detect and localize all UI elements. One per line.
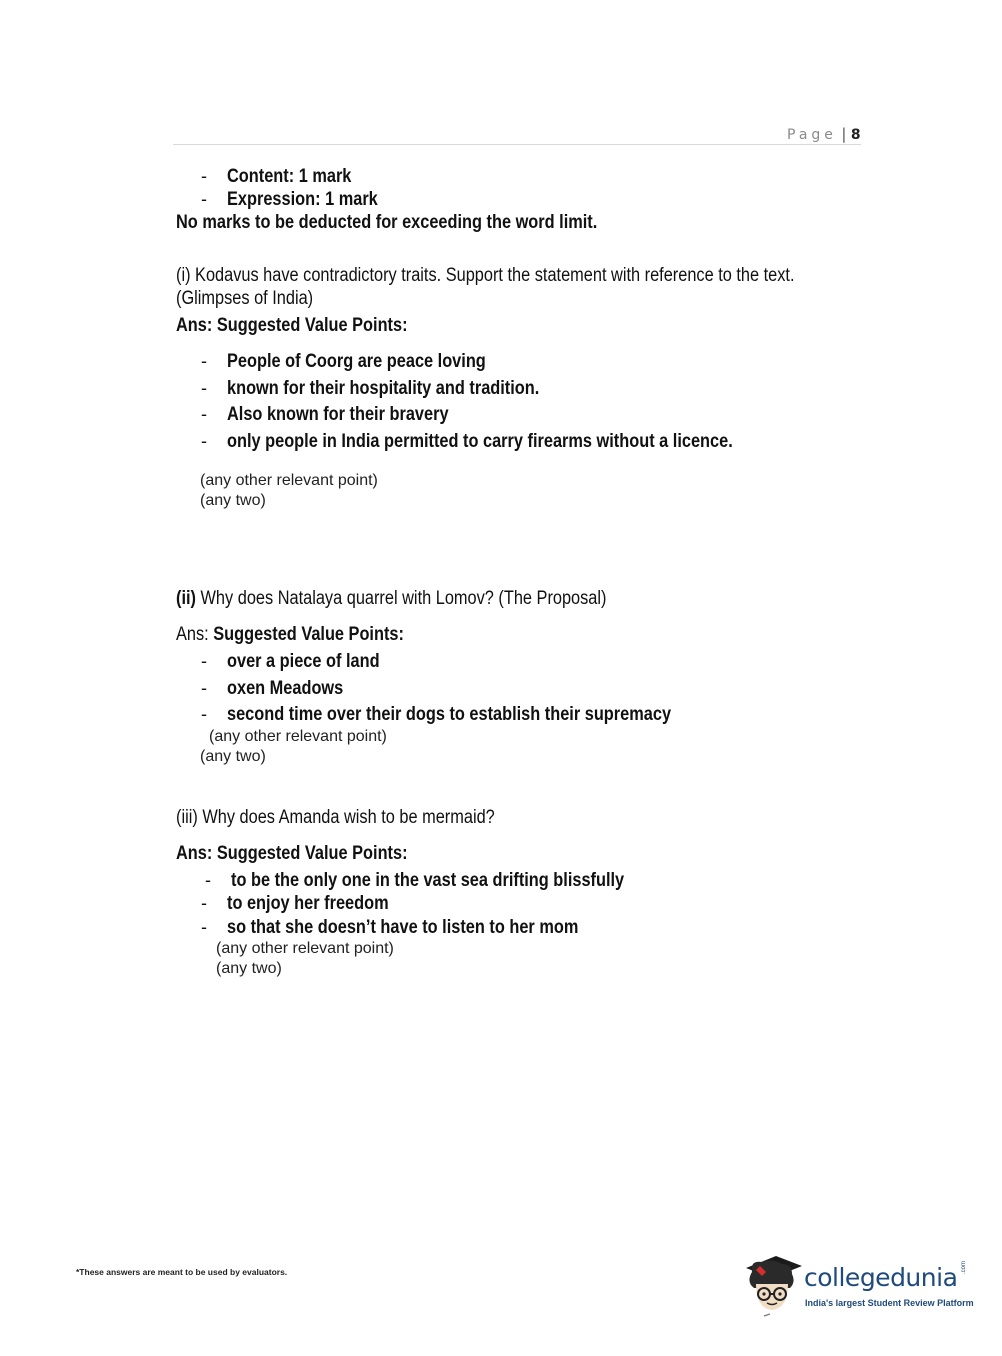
answer-point: Also known for their bravery (227, 404, 449, 425)
answer-heading-text: Suggested Value Points: (213, 624, 404, 645)
dash: - (201, 917, 207, 937)
page-header (787, 125, 861, 144)
question-2-number: (ii) (176, 588, 196, 609)
dash: - (201, 431, 207, 451)
question-3: (iii) Why does Amanda wish to be mermaid? (176, 807, 495, 828)
answer-heading (176, 624, 441, 646)
dash: - (201, 351, 207, 371)
dash: - (201, 189, 207, 209)
answer-note: (any two) (200, 748, 266, 765)
dash: - (201, 893, 207, 913)
page-separator: | (841, 125, 847, 143)
dash: - (201, 378, 207, 398)
answer-heading: Ans: Suggested Value Points: (176, 843, 408, 864)
page-number: 8 (850, 127, 861, 143)
dash: - (205, 870, 211, 890)
ans-prefix: Ans: (176, 624, 214, 645)
header-rule (173, 144, 861, 145)
answer-point: only people in India permitted to carry firearms without a licence. (227, 431, 733, 452)
logo-com: .com (961, 1260, 967, 1274)
question-2-text: Why does Natalaya quarrel with Lomov? (The Proposal) (195, 588, 607, 609)
marking-item: Content: 1 mark (227, 166, 352, 187)
dash: - (201, 404, 207, 424)
answer-note: (any two) (200, 492, 266, 509)
answer-point: to enjoy her freedom (227, 893, 389, 914)
answer-note: (any other relevant point) (216, 940, 394, 957)
answer-heading: Ans: Suggested Value Points: (176, 315, 408, 336)
marking-item: Expression: 1 mark (227, 189, 378, 210)
answer-point: known for their hospitality and tradition. (227, 378, 540, 399)
dash: - (201, 651, 207, 671)
answer-note: (any other relevant point) (209, 728, 387, 745)
question-2 (176, 588, 677, 610)
answer-note: (any two) (216, 960, 282, 977)
answer-point: People of Coorg are peace loving (227, 351, 486, 372)
answer-note: (any other relevant point) (200, 472, 378, 489)
answer-point: to be the only one in the vast sea drifting blissfully (231, 870, 625, 891)
answer-point: over a piece of land (227, 651, 380, 672)
logo-tagline: India's largest Student Review Platform (805, 1298, 974, 1308)
question-1: (i) Kodavus have contradictory traits. Support the statement with reference to the text. (176, 265, 795, 286)
logo-wordmark: collegedunia (804, 1263, 958, 1292)
page-label: Page (787, 127, 837, 143)
answer-point: second time over their dogs to establish their supremacy (227, 704, 672, 725)
question-1-source: (Glimpses of India) (176, 288, 314, 309)
footer-disclaimer: *These answers are meant to be used by evaluators. (76, 1267, 288, 1277)
answer-point: so that she doesn’t have to listen to her mom (227, 917, 579, 938)
marking-note: No marks to be deducted for exceeding the word limit. (176, 212, 598, 233)
dash: - (201, 166, 207, 186)
collegedunia-mascot-icon (742, 1250, 804, 1318)
dash: - (201, 678, 207, 698)
dash: - (201, 704, 207, 724)
answer-point: oxen Meadows (227, 678, 344, 699)
